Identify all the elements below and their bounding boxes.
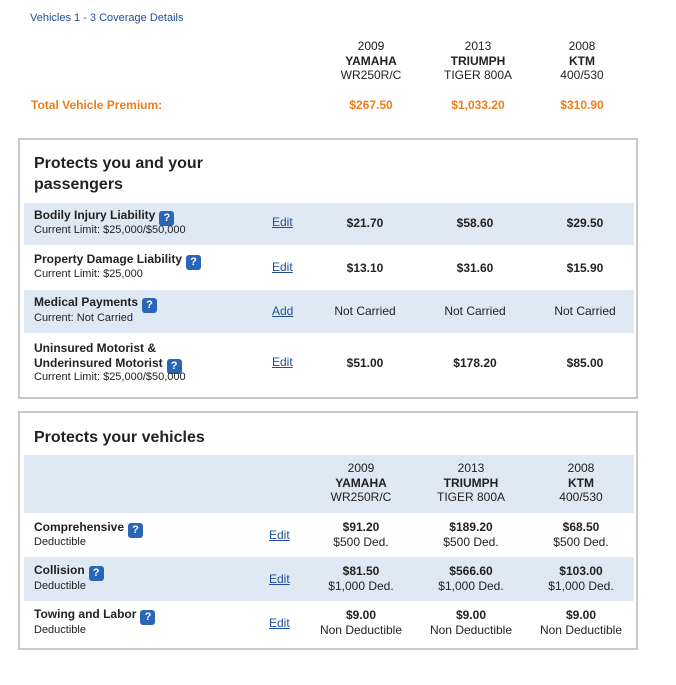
vehicles-coverage-panel	[18, 411, 638, 650]
vehicle-header-2	[423, 39, 533, 83]
edit-link[interactable]: Edit	[269, 528, 290, 542]
premium-amount: $68.50	[562, 520, 600, 534]
vehicle-header-1	[306, 461, 416, 505]
deductible-amount: $500 Ded.	[553, 534, 609, 549]
breadcrumb: Vehicles 1 - 3 Coverage Details	[30, 12, 184, 24]
help-icon[interactable]: ?	[140, 610, 155, 625]
premium-cell	[416, 520, 526, 549]
coverage-name-line: Uninsured Motorist &	[34, 341, 156, 355]
vehicle-make: KTM	[568, 475, 594, 490]
edit-link[interactable]: Edit	[269, 616, 290, 630]
total-premium-value-3: $310.90	[560, 98, 604, 112]
coverage-name-line: Underinsured Motorist	[34, 356, 163, 370]
edit-link[interactable]: Edit	[269, 572, 290, 586]
premium-cell: $31.60	[456, 261, 494, 275]
premium-cell: Not Carried	[334, 304, 396, 318]
premium-cell	[416, 564, 526, 593]
coverage-name-text: Collision	[34, 563, 85, 577]
deductible-label: Deductible	[34, 624, 86, 636]
vehicle-model: WR250R/C	[340, 68, 402, 82]
premium-cell: $51.00	[346, 356, 384, 370]
coverage-row-towing-labor	[24, 601, 634, 645]
total-premium-label: Total Vehicle Premium:	[31, 98, 163, 112]
premium-cell: Not Carried	[554, 304, 616, 318]
coverage-row-medical-payments	[24, 290, 634, 333]
panel-title	[34, 153, 203, 195]
vehicle-make: TRIUMPH	[443, 475, 499, 490]
premium-cell	[416, 608, 526, 637]
premium-cell: $13.10	[346, 261, 384, 275]
add-link[interactable]: Add	[272, 304, 294, 318]
premium-cell	[306, 520, 416, 549]
help-icon[interactable]: ?	[128, 523, 143, 538]
premium-cell	[306, 564, 416, 593]
vehicle-model: TIGER 800A	[436, 490, 506, 504]
premium-amount: $81.50	[342, 564, 380, 578]
vehicle-header-row	[24, 455, 634, 513]
vehicle-year: 2009	[357, 39, 385, 53]
vehicle-model: TIGER 800A	[443, 68, 513, 82]
vehicle-make: KTM	[569, 53, 595, 68]
help-icon[interactable]: ?	[159, 211, 174, 226]
deductible-amount: $1,000 Ded.	[438, 578, 504, 593]
panel-title-line: passengers	[34, 176, 123, 193]
vehicle-make: YAMAHA	[335, 475, 387, 490]
vehicle-year: 2008	[567, 461, 595, 475]
deductible-amount: Non Deductible	[319, 622, 403, 637]
deductible-amount: Non Deductible	[539, 622, 623, 637]
deductible-label: Deductible	[34, 580, 86, 592]
deductible-label: Deductible	[34, 536, 86, 548]
vehicle-make: YAMAHA	[345, 53, 397, 68]
premium-amount: $189.20	[449, 520, 493, 534]
vehicle-model: 400/530	[560, 68, 604, 82]
vehicle-year: 2009	[347, 461, 375, 475]
coverage-limit: Current Limit: $25,000/$50,000	[34, 371, 186, 383]
deductible-amount: $1,000 Ded.	[548, 578, 614, 593]
premium-amount: $566.60	[449, 564, 493, 578]
vehicle-year: 2008	[568, 39, 596, 53]
vehicle-header-2	[416, 461, 526, 505]
coverage-limit: Current Limit: $25,000/$50,000	[34, 224, 186, 236]
coverage-name-text: Property Damage Liability	[34, 252, 183, 266]
coverage-name	[34, 295, 157, 313]
vehicle-year: 2013	[464, 39, 492, 53]
premium-cell: Not Carried	[444, 304, 506, 318]
coverage-limit: Current Limit: $25,000	[34, 268, 143, 280]
vehicle-make: TRIUMPH	[450, 53, 506, 68]
premium-cell: $21.70	[346, 216, 384, 230]
coverage-row-comprehensive	[24, 514, 634, 557]
vehicle-header-3	[526, 461, 636, 505]
deductible-amount: Non Deductible	[429, 622, 513, 637]
help-icon[interactable]: ?	[142, 298, 157, 313]
premium-cell	[306, 608, 416, 637]
premium-cell	[526, 564, 636, 593]
total-premium-value-1: $267.50	[349, 98, 393, 112]
help-icon[interactable]: ?	[186, 255, 201, 270]
help-icon[interactable]: ?	[89, 566, 104, 581]
premium-cell: $85.00	[566, 356, 604, 370]
premium-amount: $9.00	[455, 608, 487, 622]
coverage-name-text: Towing and Labor	[34, 607, 137, 621]
deductible-amount: $500 Ded.	[333, 534, 389, 549]
premium-amount: $103.00	[559, 564, 603, 578]
vehicle-header-1	[316, 39, 426, 83]
total-premium-value-2: $1,033.20	[451, 98, 505, 112]
vehicle-year: 2013	[457, 461, 485, 475]
premium-amount: $9.00	[565, 608, 597, 622]
premium-cell: $15.90	[566, 261, 604, 275]
edit-link[interactable]: Edit	[272, 260, 293, 274]
premium-cell: $58.60	[456, 216, 494, 230]
panel-title-line: Protects you and your	[34, 155, 203, 172]
edit-link[interactable]: Edit	[272, 355, 293, 369]
premium-amount: $91.20	[342, 520, 380, 534]
coverage-name	[34, 341, 182, 374]
coverage-row-uninsured-motorist	[24, 334, 634, 390]
panel-title: Protects your vehicles	[34, 429, 205, 446]
passengers-coverage-panel	[18, 138, 638, 399]
coverage-row-bodily-injury	[24, 203, 634, 245]
premium-amount: $9.00	[345, 608, 377, 622]
coverage-name-text: Bodily Injury Liability	[34, 208, 156, 222]
coverage-limit: Current: Not Carried	[34, 312, 134, 324]
edit-link[interactable]: Edit	[272, 215, 293, 229]
coverage-row-property-damage	[24, 246, 634, 290]
premium-cell	[526, 520, 636, 549]
premium-cell: $178.20	[453, 356, 497, 370]
coverage-name-text: Medical Payments	[34, 295, 139, 309]
vehicle-model: WR250R/C	[330, 490, 392, 504]
premium-cell	[526, 608, 636, 637]
premium-cell: $29.50	[566, 216, 604, 230]
help-icon[interactable]: ?	[167, 359, 182, 374]
coverage-row-collision	[24, 557, 634, 601]
deductible-amount: $500 Ded.	[443, 534, 499, 549]
coverage-name-text: Comprehensive	[34, 520, 125, 534]
vehicle-model: 400/530	[559, 490, 603, 504]
vehicle-header-3	[527, 39, 637, 83]
coverage-name	[34, 563, 104, 581]
deductible-amount: $1,000 Ded.	[328, 578, 394, 593]
coverage-name	[34, 607, 155, 625]
